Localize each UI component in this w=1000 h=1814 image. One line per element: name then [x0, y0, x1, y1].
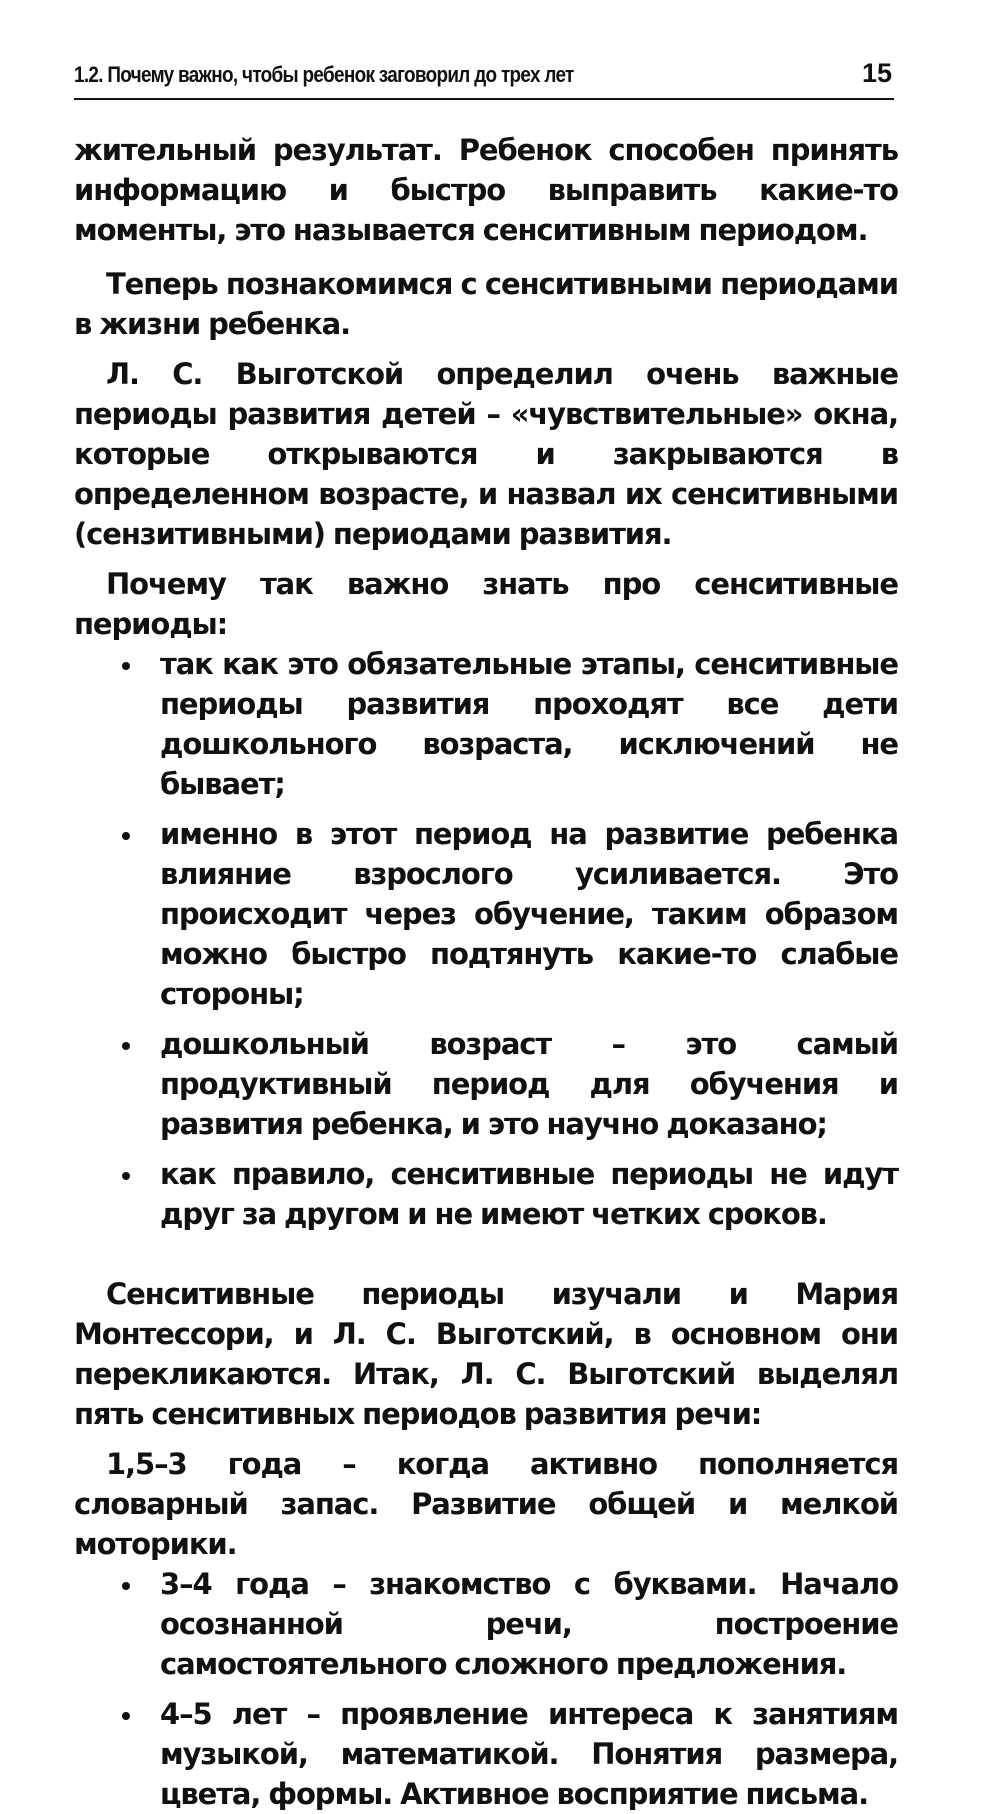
page-number: 15	[861, 58, 892, 88]
list-item-text: 3–4 года – знакомство с буквами. Начало осознанной речи, построение самостоятельного сложного предложения.	[160, 1567, 898, 1681]
bullet-icon	[122, 1582, 130, 1590]
periods-list	[74, 1564, 898, 1814]
bullet-icon	[122, 662, 130, 670]
bullet-icon	[122, 1172, 130, 1180]
list-item-text: именно в этот период на развитие ребенка влияние взрослого усиливается. Это происходит через обучение, таким образом можно быстро подтянуть какие-то слабые стороны;	[160, 817, 898, 1011]
bullet-icon	[122, 1712, 130, 1720]
paragraph-vygotsky: Л. С. Выготской определил очень важные периоды развития детей – «чувствительные» окна, которые открываются и закрываются в определенном возрасте, и назвал их сенситивными (сензитивными) периодами развития.	[74, 357, 898, 551]
paragraph-intro: Теперь познакомимся с сенситивными периодами в жизни ребенка.	[74, 267, 898, 341]
paragraph-continuation: жительный результат. Ребенок способен принять информацию и быстро выправить какие-то моменты, это называется сенситивным периодом.	[74, 133, 898, 247]
paragraph-question: Почему так важно знать про сенситивные периоды:	[74, 567, 898, 641]
bullet-icon	[122, 1042, 130, 1050]
list-item	[74, 1564, 898, 1684]
chapter-title: 1.2. Почему важно, чтобы ребенок заговорил до трех лет	[74, 62, 574, 87]
paragraph-montessori: Сенситивные периоды изучали и Мария Монтессори, и Л. С. Выготский, в основном они перекликаются. Итак, Л. С. Выготский выделял пять сенситивных периодов развития речи:	[74, 1277, 898, 1431]
running-header	[74, 60, 894, 100]
list-item-text: дошкольный возраст – это самый продуктивный период для обучения и развития ребенка, и это научно доказано;	[160, 1027, 898, 1141]
list-item	[74, 1024, 898, 1144]
list-item	[74, 644, 898, 804]
bullet-icon	[122, 832, 130, 840]
paragraph-period-1: 1,5–3 года – когда активно пополняется словарный запас. Развитие общей и мелкой моторики.	[74, 1447, 898, 1561]
list-item	[74, 1694, 898, 1814]
list-item-text: так как это обязательные этапы, сенситивные периоды развития проходят все дети дошкольного возраста, исключений не бывает;	[160, 647, 898, 801]
list-item-text: 4–5 лет – проявление интереса к занятиям музыкой, математикой. Понятия размера, цвета, формы. Активное восприятие письма.	[160, 1697, 898, 1811]
reasons-list	[74, 644, 898, 1234]
list-item	[74, 1154, 898, 1234]
list-item-text: как правило, сенситивные периоды не идут друг за другом и не имеют четких сроков.	[160, 1157, 898, 1231]
list-item	[74, 814, 898, 1014]
body-text	[74, 130, 898, 1814]
